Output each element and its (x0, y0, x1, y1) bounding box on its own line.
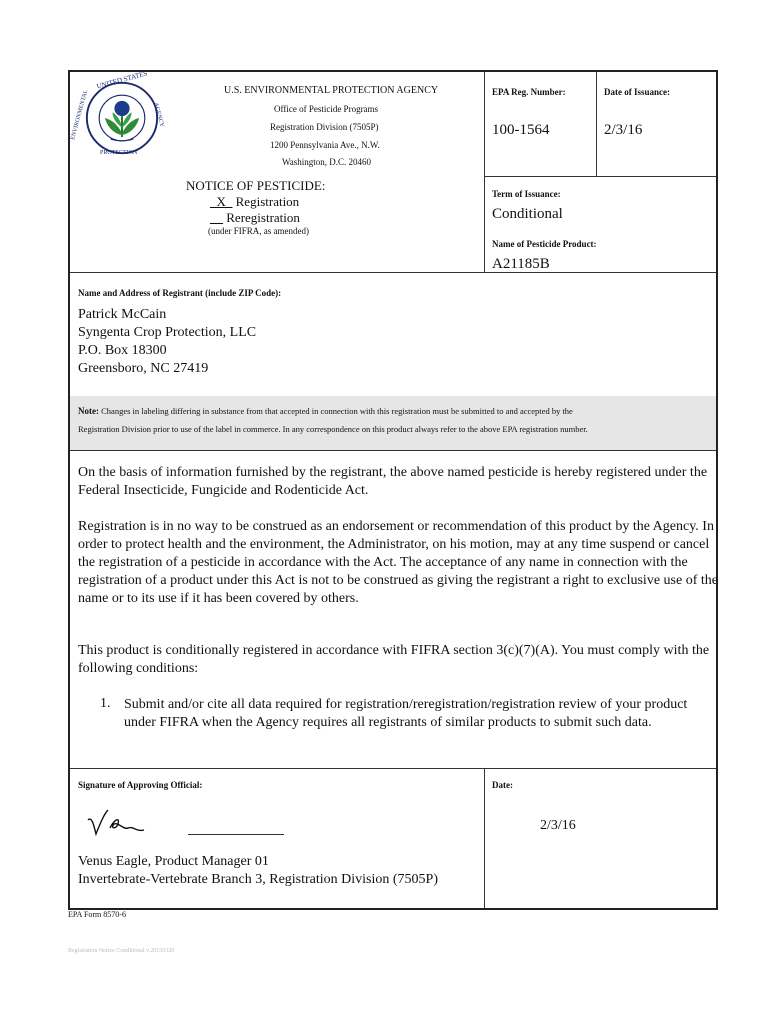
note-text-2: Registration Division prior to use of the label in commerce. In any correspondence on this product always refer to the above EPA registration number. (78, 424, 588, 434)
seal-text-right: AGENCY (152, 102, 165, 128)
under-fifra: (under FIFRA, as amended) (208, 226, 309, 236)
term-value: Conditional (492, 206, 563, 222)
note-text-1: Changes in labeling differing in substance from that accepted in connection with this registration must be submitted to and accepted by the (101, 406, 573, 416)
product-name-value: A21185B (492, 256, 550, 272)
registration-mark: _X_ (210, 194, 233, 209)
form-version: Registration Notice Conditional v.20150320 (68, 948, 175, 954)
conditional-statement: This product is conditionally registered in accordance with FIFRA section 3(c)(7)(A). You must comply with the following conditions: (78, 643, 710, 676)
issuance-date-value: 2/3/16 (604, 122, 643, 138)
reregistration-mark: __ (210, 210, 223, 225)
reregistration-label: Reregistration (226, 210, 300, 225)
registrant-company: Syngenta Crop Protection, LLC (78, 325, 257, 340)
registrant-address (78, 306, 256, 378)
signature-image (84, 806, 154, 842)
body-paragraph-3 (78, 642, 718, 678)
signature-date-value: 2/3/16 (540, 818, 576, 833)
term-label: Term of Issuance: (492, 189, 561, 199)
agency-name: U.S. ENVIRONMENTAL PROTECTION AGENCY (224, 85, 439, 96)
office-name: Office of Pesticide Programs (274, 104, 379, 114)
signature-line (188, 834, 284, 835)
divider-vertical-main (484, 72, 485, 272)
registration-form (68, 70, 718, 910)
seal-text-top: UNITED STATES (95, 69, 149, 91)
address-line-2: Washington, D.C. 20460 (282, 157, 372, 167)
signer-name: Venus Eagle, Product Manager 01 (78, 854, 269, 869)
signature-label: Signature of Approving Official: (78, 780, 203, 790)
reg-number-label: EPA Reg. Number: (492, 87, 566, 97)
seal-text-left: ENVIRONMENTAL (70, 89, 90, 141)
registration-checkbox (210, 194, 299, 210)
registrant-name: Patrick McCain (78, 307, 167, 322)
product-name-label: Name of Pesticide Product: (492, 239, 597, 249)
divider-vertical-sig (484, 768, 485, 908)
divider-signature (70, 768, 716, 769)
signer-title: Invertebrate-Vertebrate Branch 3, Registration Division (7505P) (78, 872, 439, 887)
note-line-1 (78, 406, 573, 416)
disclaimer-statement: Registration is in no way to be construed as an endorsement or recommendation of this product by the Agency. In order to protect health and the environment, the Administrator, on his motion, may at any time suspend or cancel the registration of a pesticide in accordance with the Act. The acceptance of any name in connection with the registration of a product under this Act is not to be construed as giving the registrant a right to exclusive use of the name or to its use if it has been covered by others. (78, 519, 718, 606)
divider-reg-term (484, 176, 716, 177)
condition-item-number: 1. (100, 696, 111, 711)
seal-text-bottom: PROTECTION (100, 150, 138, 156)
reg-number-value: 100-1564 (492, 122, 550, 138)
divider-vertical-date (596, 72, 597, 176)
note-background (70, 396, 716, 450)
body-paragraph-2 (78, 518, 718, 608)
epa-seal-icon (84, 80, 160, 156)
condition-item-1 (124, 696, 716, 732)
registrant-city: Greensboro, NC 27419 (78, 361, 209, 376)
reregistration-checkbox (210, 210, 300, 226)
signature-date-label: Date: (492, 780, 513, 790)
body-paragraph-1 (78, 464, 718, 500)
issuance-date-label: Date of Issuance: (604, 87, 670, 97)
address-line-1: 1200 Pennsylvania Ave., N.W. (270, 140, 380, 150)
form-number: EPA Form 8570-6 (68, 910, 126, 919)
registration-statement: On the basis of information furnished by the registrant, the above named pesticide is hereby registered under the Federal Insecticide, Fungicide and Rodenticide Act. (78, 465, 708, 498)
registrant-label: Name and Address of Registrant (include ZIP Code): (78, 288, 282, 298)
divider-note (70, 450, 716, 451)
registrant-po-box: P.O. Box 18300 (78, 343, 167, 358)
condition-item-text: Submit and/or cite all data required for registration/reregistration/registration review of your product under FIFRA when the Agency requires all registrants of similar products to submit such data. (124, 697, 688, 730)
note-label: Note: (78, 406, 99, 416)
notice-title: NOTICE OF PESTICIDE: (186, 178, 326, 193)
registration-label: Registration (235, 194, 300, 209)
division-name: Registration Division (7505P) (270, 122, 379, 132)
divider-header (70, 272, 716, 273)
